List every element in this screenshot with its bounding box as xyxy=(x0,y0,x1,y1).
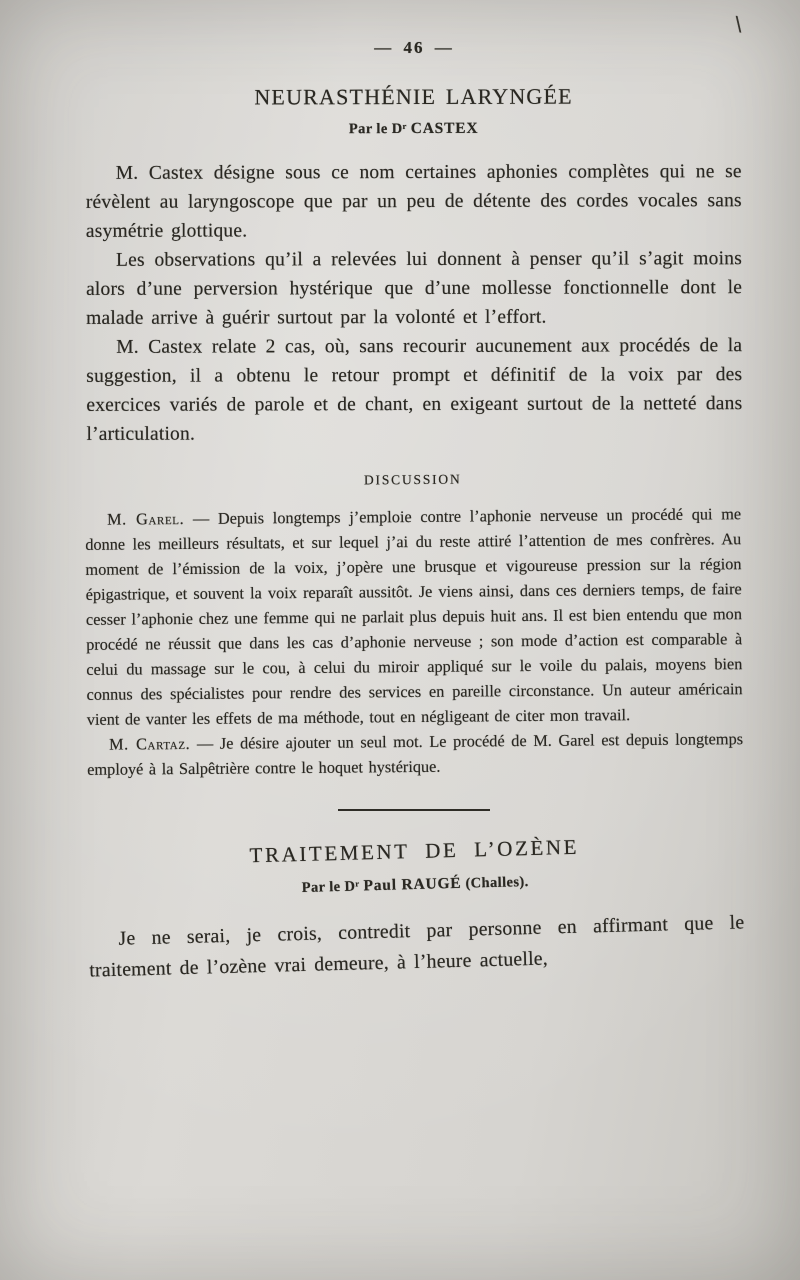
byline-prefix: Par le Dʳ xyxy=(301,878,364,896)
discussion-entry xyxy=(85,501,743,732)
speaker-name: M. Garel. xyxy=(106,509,185,529)
paragraph: M. Castex relate 2 cas, où, sans recourir aucunement aux procédés de la suggestion, il a obtenu le retour prompt et définitif de la voix par des exercices variés de parole et de chant, en exigeant surtout de la netteté dans l’articulation. xyxy=(86,335,743,445)
speaker-name: M. Cartaz. xyxy=(108,733,191,754)
byline xyxy=(86,119,742,139)
byline-prefix: Par le Dʳ xyxy=(348,121,411,138)
paragraph: Les observations qu’il a relevées lui donnent à penser qu’il s’agit moins alors d’une perversion hystérique que d’une mollesse fonctionnelle dont le malade arrive à guérir surtout par la volonté et l’effort. xyxy=(86,248,743,329)
article-traitement-ozene xyxy=(86,830,745,986)
discussion-section xyxy=(85,469,744,782)
corner-mark: \ xyxy=(734,11,744,39)
byline-suffix: (Challes). xyxy=(461,874,529,892)
article-title: NEURASTHÉNIE LARYNGÉE xyxy=(254,83,573,110)
article-title: TRAITEMENT DE L’OZÈNE xyxy=(249,834,580,868)
page-number: — 46 — xyxy=(374,38,454,57)
byline-author: Paul RAUGÉ xyxy=(363,874,462,895)
byline xyxy=(87,867,743,902)
discussion-text: — Je désire ajouter un seul mot. Le procédé de M. Garel est depuis longtemps employé à la Salpêtrière contre le hoquet hystérique. xyxy=(87,729,744,779)
separator-rule xyxy=(338,809,490,811)
byline-author: CASTEX xyxy=(410,119,479,138)
paragraph: Je ne serai, je crois, contredit par personne en affirmant que le traitement de l’ozène vrai demeure, à l’heure actuelle, xyxy=(89,911,745,982)
discussion-entry xyxy=(87,726,743,782)
discussion-text: — Depuis longtemps j’emploie contre l’aphonie nerveuse un procédé qui me donne les meilleurs résultats, et sur lequel j’ai du reste attiré l’attention de mes confrères. Au moment de l’émission de la voix, j’opère une brusque et vigoureuse pression sur la région épigastrique, et souvent la voix reparaît aussitôt. Je viens ainsi, dans ces derniers temps, de faire cesser l’aphonie chez une femme qui ne parlait plus depuis huit ans. Il est bien entendu que mon procédé ne réussit que dans les cas d’aphonie nerveuse ; son mode d’action est comparable à celui du massage sur le cou, à celui du miroir appliqué sur le voile du palais, moyens bien connus des spécialistes pour rendre des services en pareille circonstance. Un auteur américain vient de vanter les effets de ma méthode, tout en négligeant de citer mon travail. xyxy=(85,504,743,729)
section-heading: DISCUSSION xyxy=(363,471,462,488)
page-content xyxy=(85,0,745,982)
article-neurasthenie-laryngee xyxy=(86,83,743,449)
paragraph: M. Castex désigne sous ce nom certaines aphonies complètes qui ne se révèlent au laryngoscope que par un peu de détente des cordes vocales sans asymétrie glottique. xyxy=(85,161,742,242)
